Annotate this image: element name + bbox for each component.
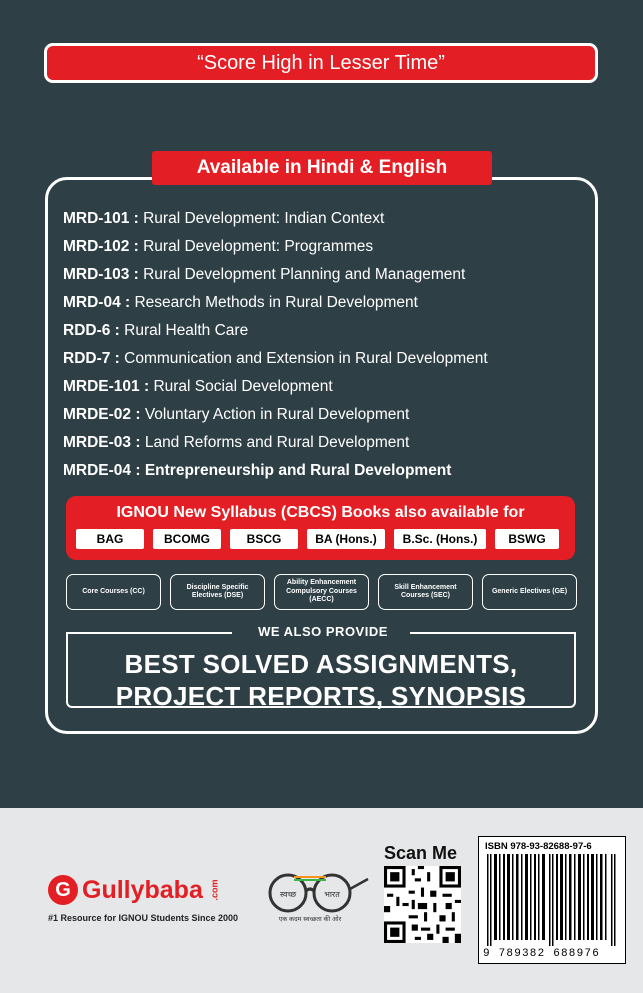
course-category-list — [66, 574, 577, 610]
course-code: MRD-102 : — [63, 238, 139, 255]
course-item — [63, 460, 488, 488]
tagline-banner — [44, 43, 598, 83]
tagline-text: “Score High in Lesser Time” — [197, 51, 445, 74]
gullybaba-logo-icon — [48, 875, 225, 905]
course-title: Voluntary Action in Rural Development — [140, 406, 410, 423]
course-title: Rural Development: Indian Context — [138, 210, 385, 227]
course-title: Entrepreneurship and Rural Development — [140, 462, 452, 479]
course-code: MRDE-02 : — [63, 406, 141, 423]
course-item — [63, 264, 488, 292]
course-item — [63, 292, 488, 320]
course-item — [63, 432, 488, 460]
services-headline — [66, 648, 576, 712]
isbn-number: 9 789382 688976 — [483, 948, 601, 960]
category-badge: Core Courses (CC) — [66, 574, 161, 610]
course-title: Rural Social Development — [149, 378, 333, 395]
course-item — [63, 320, 488, 348]
category-badge: Skill Enhancement Courses (SEC) — [378, 574, 473, 610]
course-list — [63, 208, 488, 488]
programme-badge: BSWG — [495, 529, 559, 549]
swachh-word: स्वच्छ — [279, 890, 297, 899]
isbn-barcode — [478, 836, 626, 964]
course-title: Rural Development Planning and Management — [138, 266, 466, 283]
provide-label: WE ALSO PROVIDE — [246, 624, 400, 639]
course-item — [63, 348, 488, 376]
course-code: RDD-7 : — [63, 350, 120, 367]
course-item — [63, 208, 488, 236]
category-badge: Discipline Specific Electives (DSE) — [170, 574, 265, 610]
programme-badge: BAG — [76, 529, 144, 549]
programme-badge: BA (Hons.) — [307, 529, 385, 549]
course-code: MRDE-03 : — [63, 434, 141, 451]
course-code: MRD-103 : — [63, 266, 139, 283]
services-line: BEST SOLVED ASSIGNMENTS, — [124, 649, 518, 679]
category-badge: Ability Enhancement Compulsory Courses (AECC) — [274, 574, 369, 610]
course-code: MRDE-101 : — [63, 378, 150, 395]
course-title: Land Reforms and Rural Development — [140, 434, 410, 451]
brand-domain: .com — [209, 879, 220, 901]
course-code: RDD-6 : — [63, 322, 120, 339]
course-title: Communication and Extension in Rural Development — [119, 350, 488, 367]
availability-banner — [152, 151, 492, 185]
course-title: Research Methods in Rural Development — [130, 294, 418, 311]
course-title: Rural Development: Programmes — [138, 238, 374, 255]
course-code: MRD-04 : — [63, 294, 131, 311]
programme-badge: B.Sc. (Hons.) — [394, 529, 486, 549]
brand-name: Gullybaba — [82, 875, 203, 904]
services-line: PROJECT REPORTS, SYNOPSIS — [115, 681, 527, 711]
course-code: MRDE-04 : — [63, 462, 141, 479]
course-item — [63, 236, 488, 264]
programme-list — [76, 529, 559, 549]
course-title: Rural Health Care — [119, 322, 249, 339]
availability-text: Available in Hindi & English — [196, 157, 448, 178]
scan-me-label: Scan Me — [384, 843, 458, 863]
course-item — [63, 376, 488, 404]
qr-code-icon[interactable] — [384, 866, 461, 943]
category-badge: Generic Electives (GE) — [482, 574, 577, 610]
programme-badge: BSCG — [230, 529, 298, 549]
swachh-bharat-glasses-icon — [250, 865, 370, 925]
cbcs-banner — [66, 496, 575, 560]
course-code: MRD-101 : — [63, 210, 139, 227]
barcode-icon — [485, 854, 619, 946]
isbn-label: ISBN 978-93-82688-97-6 — [485, 841, 592, 852]
course-item — [63, 404, 488, 432]
swachh-slogan: एक कदम स्वच्छता की ओर — [278, 916, 342, 923]
logo-mark: G — [48, 875, 78, 905]
brand-tagline: #1 Resource for IGNOU Students Since 2000 — [48, 913, 239, 923]
cbcs-title: IGNOU New Syllabus (CBCS) Books also available for — [116, 504, 525, 521]
bharat-word: भारत — [324, 890, 340, 899]
programme-badge: BCOMG — [153, 529, 221, 549]
